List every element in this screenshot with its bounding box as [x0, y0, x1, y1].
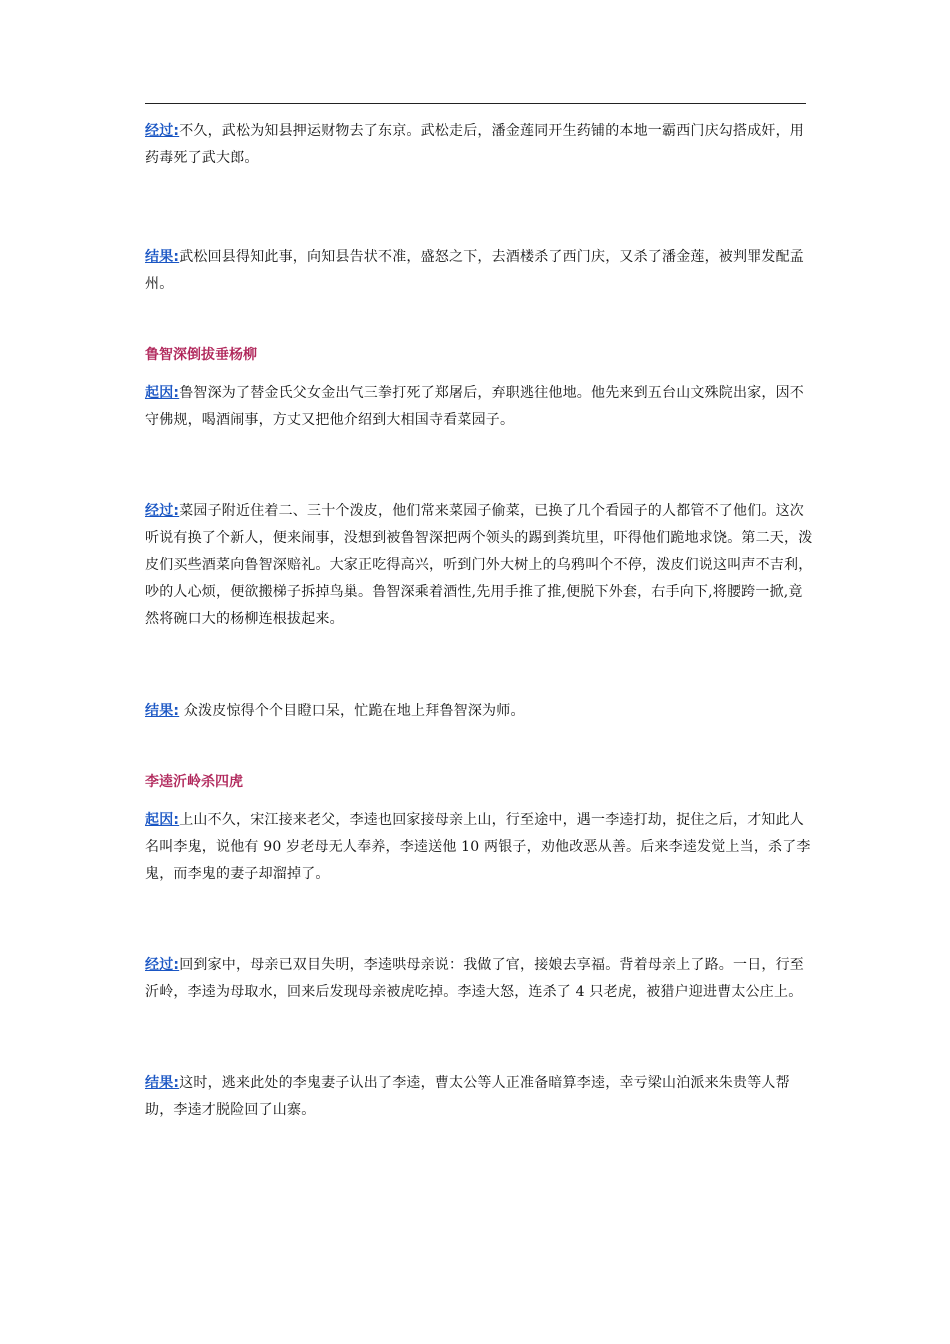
- header-rule: [145, 103, 806, 104]
- paragraph-label: 起因:: [145, 385, 180, 401]
- paragraph-luzhishen-process: [145, 498, 813, 633]
- paragraph-label: 起因:: [145, 812, 180, 828]
- paragraph-label: 结果:: [145, 249, 180, 265]
- paragraph-luzhishen-cause: [145, 380, 813, 434]
- paragraph-likui-result: [145, 1070, 813, 1124]
- paragraph-likui-cause: [145, 807, 813, 888]
- paragraph-text: 回到家中，母亲已双目失明，李逵哄母亲说：我做了官，接娘去享福。背着母亲上了路。一日，行至沂岭，李逵为母取水，回来后发现母亲被虎吃掉。李逵大怒，连杀了 4 只老虎，被猎户迎进曹太公庄上。: [145, 957, 805, 1000]
- paragraph-wusong-process: [145, 118, 813, 172]
- paragraph-text: 菜园子附近住着二、三十个泼皮，他们常来菜园子偷菜，已换了几个看园子的人都管不了他们。这次听说有换了个新人，便来闹事，没想到被鲁智深把两个领头的踢到粪坑里，吓得他们跪地求饶。第二天，泼皮们买些酒菜向鲁智深赔礼。大家正吃得高兴，听到门外大树上的乌鸦叫个不停，泼皮们说这叫声不吉利，吵的人心烦，便欲搬梯子拆掉鸟巢。鲁智深乘着酒性,先用手推了推,便脱下外套，右手向下,将腰跨一掀,竟然将碗口大的杨柳连根拔起来。: [145, 503, 813, 627]
- paragraph-text: 不久，武松为知县押运财物去了东京。武松走后，潘金莲同开生药铺的本地一霸西门庆勾搭成奸，用药毒死了武大郎。: [145, 123, 805, 166]
- document-body: [145, 118, 813, 1124]
- paragraph-label: 经过:: [145, 503, 180, 519]
- paragraph-label: 结果:: [145, 1075, 180, 1091]
- section-title: 鲁智深倒拔垂杨柳: [145, 347, 257, 363]
- paragraph-likui-process: [145, 952, 813, 1006]
- paragraph-text: 鲁智深为了替金氏父女金出气三拳打死了郑屠后，弃职逃往他地。他先来到五台山文殊院出家，因不守佛规，喝酒闹事，方丈又把他介绍到大相国寺看菜园子。: [145, 385, 805, 428]
- paragraph-text: 武松回县得知此事，向知县告状不准，盛怒之下，去酒楼杀了西门庆，又杀了潘金莲，被判罪发配孟州。: [145, 249, 805, 292]
- paragraph-wusong-result: [145, 244, 813, 298]
- paragraph-label: 经过:: [145, 957, 180, 973]
- paragraph-text: 上山不久，宋江接来老父，李逵也回家接母亲上山，行至途中，遇一李逵打劫，捉住之后，才知此人名叫李鬼，说他有 90 岁老母无人奉养，李逵送他 10 两银子，劝他改恶从善。后来李逵发觉上当，杀了李鬼，而李鬼的妻子却溜掉了。: [145, 812, 811, 882]
- paragraph-text: 这时，逃来此处的李鬼妻子认出了李逵，曹太公等人正准备暗算李逵，幸亏梁山泊派来朱贵等人帮助，李逵才脱险回了山寨。: [145, 1075, 790, 1118]
- section-title: 李逵沂岭杀四虎: [145, 774, 243, 790]
- paragraph-label: 结果:: [145, 703, 180, 719]
- paragraph-label: 经过:: [145, 123, 180, 139]
- paragraph-luzhishen-result: [145, 698, 813, 725]
- paragraph-text: 众泼皮惊得个个目瞪口呆，忙跪在地上拜鲁智深为师。: [179, 703, 525, 719]
